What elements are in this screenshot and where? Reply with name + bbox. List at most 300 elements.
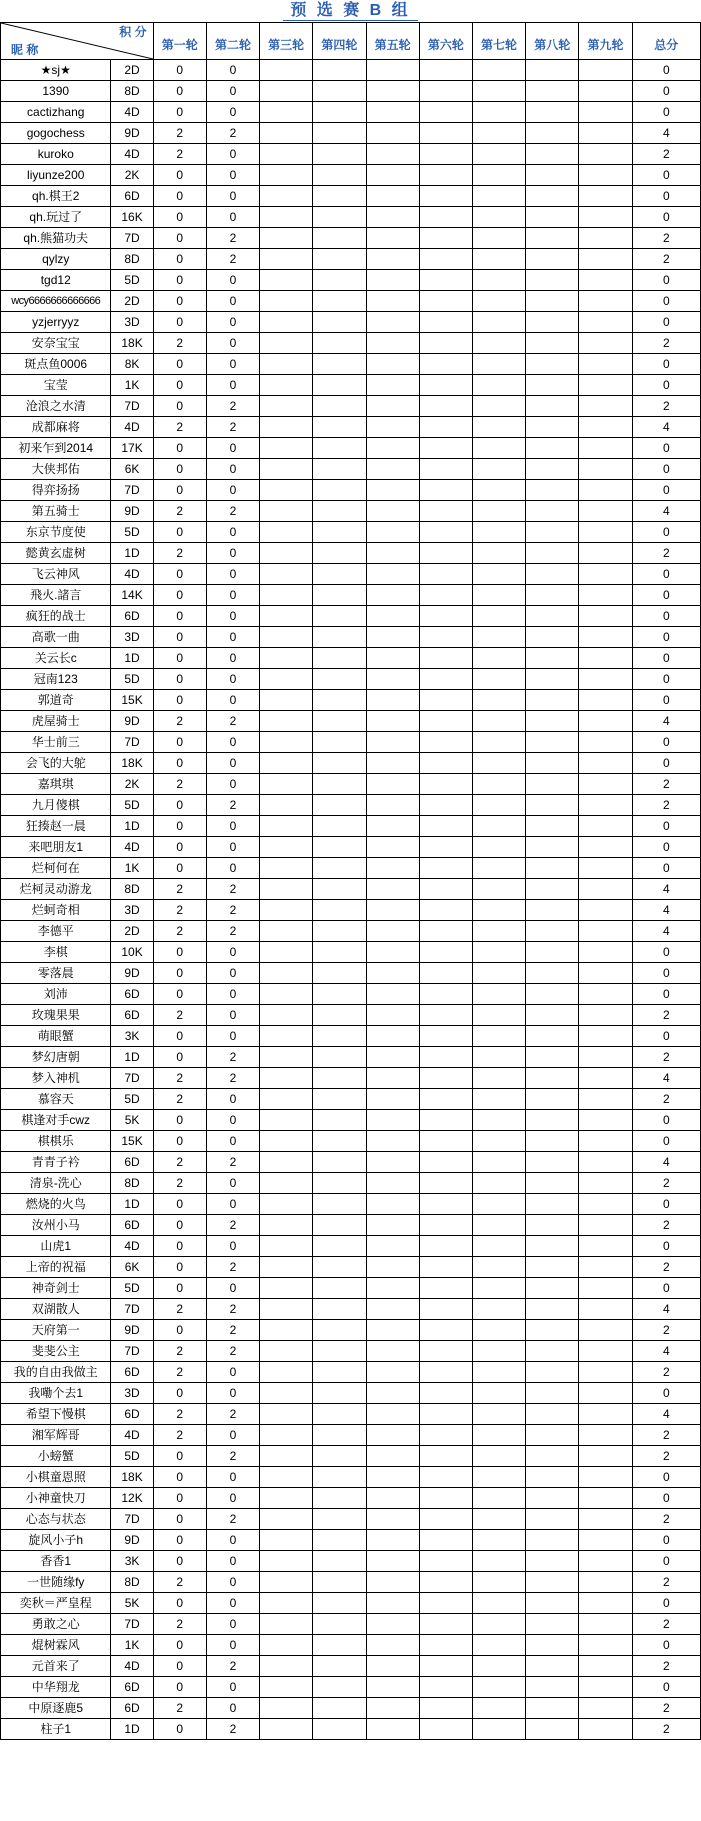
round-4-cell [313, 1068, 366, 1089]
page-title: 预 选 赛 B 组 [283, 1, 418, 21]
round-7-cell [472, 1194, 525, 1215]
round-5-cell [366, 1257, 419, 1278]
round-5-cell [366, 1383, 419, 1404]
round-3-cell [260, 774, 313, 795]
round-3-cell [260, 1593, 313, 1614]
round-9-cell [579, 816, 632, 837]
round-3-cell [260, 270, 313, 291]
total-cell: 0 [632, 837, 700, 858]
total-cell: 4 [632, 501, 700, 522]
rank-cell: 5D [111, 522, 153, 543]
round-4-cell [313, 711, 366, 732]
round-1-cell: 0 [153, 207, 206, 228]
rank-cell: 3D [111, 627, 153, 648]
round-2-cell: 0 [206, 1551, 259, 1572]
nick-cell: 关云长c [1, 648, 111, 669]
round-3-cell [260, 102, 313, 123]
round-9-cell [579, 1110, 632, 1131]
round-3-cell [260, 501, 313, 522]
round-1-cell: 0 [153, 1656, 206, 1677]
round-4-cell [313, 207, 366, 228]
round-4-cell [313, 333, 366, 354]
round-7-cell [472, 564, 525, 585]
round-4-cell [313, 291, 366, 312]
rank-cell: 5D [111, 1089, 153, 1110]
round-6-cell [419, 1362, 472, 1383]
round-2-cell: 0 [206, 753, 259, 774]
nick-cell: wcy6666666666666 [1, 291, 111, 312]
round-1-cell: 0 [153, 60, 206, 81]
round-1-cell: 0 [153, 858, 206, 879]
round-4-cell [313, 1236, 366, 1257]
round-8-cell [526, 291, 579, 312]
round-8-cell [526, 1110, 579, 1131]
round-8-cell [526, 1320, 579, 1341]
round-9-cell [579, 774, 632, 795]
round-5-cell [366, 1425, 419, 1446]
round-2-cell: 0 [206, 1362, 259, 1383]
table-row [1, 795, 701, 816]
round-3-cell [260, 1341, 313, 1362]
round-6-cell [419, 963, 472, 984]
round-8-cell [526, 354, 579, 375]
round-7-cell [472, 1047, 525, 1068]
round-9-cell [579, 669, 632, 690]
round-5-cell [366, 1530, 419, 1551]
round-7-cell [472, 1152, 525, 1173]
table-row [1, 1614, 701, 1635]
round-3-cell [260, 837, 313, 858]
round-1-cell: 0 [153, 522, 206, 543]
total-cell: 0 [632, 1194, 700, 1215]
round-6-cell [419, 81, 472, 102]
round-5-cell [366, 1698, 419, 1719]
table-row [1, 165, 701, 186]
total-cell: 0 [632, 669, 700, 690]
round-6-header: 第六轮 [419, 23, 472, 60]
round-5-cell [366, 753, 419, 774]
rank-cell: 9D [111, 1530, 153, 1551]
round-1-cell: 0 [153, 606, 206, 627]
round-4-cell [313, 837, 366, 858]
round-8-cell [526, 606, 579, 627]
round-7-cell [472, 1488, 525, 1509]
round-5-cell [366, 480, 419, 501]
rank-cell: 5D [111, 795, 153, 816]
round-4-cell [313, 585, 366, 606]
round-8-cell [526, 1383, 579, 1404]
rank-cell: 4D [111, 1425, 153, 1446]
round-5-cell [366, 102, 419, 123]
total-cell: 0 [632, 942, 700, 963]
rank-cell: 2K [111, 165, 153, 186]
round-9-cell [579, 1572, 632, 1593]
rank-cell: 6D [111, 984, 153, 1005]
round-3-cell [260, 1509, 313, 1530]
round-1-cell: 0 [153, 1446, 206, 1467]
round-6-cell [419, 1089, 472, 1110]
total-cell: 2 [632, 1698, 700, 1719]
round-9-cell [579, 501, 632, 522]
round-6-cell [419, 1488, 472, 1509]
round-4-cell [313, 1278, 366, 1299]
round-6-cell [419, 1257, 472, 1278]
round-8-cell [526, 837, 579, 858]
round-7-cell [472, 942, 525, 963]
rank-cell: 2D [111, 60, 153, 81]
nick-cell: 上帝的祝福 [1, 1257, 111, 1278]
round-1-cell: 2 [153, 501, 206, 522]
round-3-cell [260, 249, 313, 270]
round-1-cell: 2 [153, 1698, 206, 1719]
round-1-cell: 0 [153, 1215, 206, 1236]
total-cell: 2 [632, 1614, 700, 1635]
round-3-cell [260, 522, 313, 543]
round-6-cell [419, 1320, 472, 1341]
round-2-cell: 2 [206, 879, 259, 900]
round-2-cell: 2 [206, 1404, 259, 1425]
round-4-cell [313, 690, 366, 711]
round-5-cell [366, 585, 419, 606]
table-row [1, 963, 701, 984]
nick-cell: 青青子衿 [1, 1152, 111, 1173]
nick-cell: 懿黄玄虚树 [1, 543, 111, 564]
total-cell: 2 [632, 1005, 700, 1026]
rank-cell: 14K [111, 585, 153, 606]
round-6-cell [419, 354, 472, 375]
round-3-cell [260, 459, 313, 480]
round-1-cell: 0 [153, 1677, 206, 1698]
round-9-cell [579, 921, 632, 942]
nick-cell: 山虎1 [1, 1236, 111, 1257]
round-9-cell [579, 375, 632, 396]
round-5-cell [366, 1005, 419, 1026]
rank-cell: 1K [111, 858, 153, 879]
nick-cell: tgd12 [1, 270, 111, 291]
round-5-cell [366, 291, 419, 312]
round-4-cell [313, 1152, 366, 1173]
round-5-cell [366, 837, 419, 858]
round-8-cell [526, 543, 579, 564]
round-2-cell: 0 [206, 1530, 259, 1551]
round-9-cell [579, 1215, 632, 1236]
round-5-cell [366, 1509, 419, 1530]
round-2-cell: 2 [206, 1656, 259, 1677]
round-8-cell [526, 333, 579, 354]
rank-cell: 3D [111, 312, 153, 333]
round-5-cell [366, 1572, 419, 1593]
nick-cell: 大侠邦佑 [1, 459, 111, 480]
round-7-cell [472, 774, 525, 795]
round-8-cell [526, 417, 579, 438]
round-3-cell [260, 1299, 313, 1320]
round-3-cell [260, 1698, 313, 1719]
nick-cell: liyunze200 [1, 165, 111, 186]
round-1-cell: 2 [153, 1614, 206, 1635]
round-5-cell [366, 1656, 419, 1677]
round-9-cell [579, 711, 632, 732]
rank-cell: 1D [111, 543, 153, 564]
round-4-cell [313, 879, 366, 900]
nick-cell: 来吧朋友1 [1, 837, 111, 858]
round-4-cell [313, 1488, 366, 1509]
round-1-cell: 0 [153, 1467, 206, 1488]
rank-cell: 8D [111, 249, 153, 270]
round-6-cell [419, 774, 472, 795]
rank-cell: 1D [111, 816, 153, 837]
round-7-cell [472, 1299, 525, 1320]
round-6-cell [419, 60, 472, 81]
round-8-cell [526, 1614, 579, 1635]
round-9-cell [579, 1488, 632, 1509]
table-header [1, 23, 701, 60]
total-cell: 2 [632, 774, 700, 795]
round-1-cell: 0 [153, 480, 206, 501]
round-9-cell [579, 165, 632, 186]
round-4-cell [313, 186, 366, 207]
round-8-cell [526, 102, 579, 123]
round-5-cell [366, 1446, 419, 1467]
round-7-cell [472, 1530, 525, 1551]
round-3-cell [260, 1362, 313, 1383]
round-7-cell [472, 1341, 525, 1362]
round-8-cell [526, 1278, 579, 1299]
round-3-cell [260, 1152, 313, 1173]
table-row [1, 1362, 701, 1383]
nick-cell: 零落晨 [1, 963, 111, 984]
round-5-cell [366, 417, 419, 438]
total-cell: 0 [632, 690, 700, 711]
round-5-cell [366, 732, 419, 753]
round-5-cell [366, 984, 419, 1005]
round-4-cell [313, 1593, 366, 1614]
table-row [1, 1404, 701, 1425]
round-7-cell [472, 207, 525, 228]
round-8-cell [526, 522, 579, 543]
table-row [1, 1593, 701, 1614]
round-9-cell [579, 270, 632, 291]
round-2-cell: 0 [206, 480, 259, 501]
table-row [1, 1572, 701, 1593]
rank-cell: 4D [111, 102, 153, 123]
rank-cell: 7D [111, 1614, 153, 1635]
total-cell: 2 [632, 1446, 700, 1467]
table-row [1, 1068, 701, 1089]
round-6-cell [419, 333, 472, 354]
round-7-cell [472, 1236, 525, 1257]
round-1-cell: 2 [153, 123, 206, 144]
round-5-cell [366, 60, 419, 81]
round-7-cell [472, 690, 525, 711]
table-row [1, 438, 701, 459]
table-row [1, 1719, 701, 1740]
round-5-cell [366, 1173, 419, 1194]
round-8-cell [526, 207, 579, 228]
nick-cell: 郭道奇 [1, 690, 111, 711]
round-2-cell: 2 [206, 1257, 259, 1278]
round-9-cell [579, 1404, 632, 1425]
round-6-cell [419, 459, 472, 480]
round-6-cell [419, 1677, 472, 1698]
round-1-cell: 0 [153, 1320, 206, 1341]
round-2-cell: 0 [206, 1488, 259, 1509]
round-7-cell [472, 438, 525, 459]
round-9-cell [579, 291, 632, 312]
round-5-cell [366, 900, 419, 921]
round-5-cell [366, 1236, 419, 1257]
rank-cell: 4D [111, 1656, 153, 1677]
round-2-cell: 0 [206, 375, 259, 396]
round-1-cell: 0 [153, 165, 206, 186]
round-4-cell [313, 774, 366, 795]
round-1-cell: 0 [153, 1530, 206, 1551]
round-8-cell [526, 1635, 579, 1656]
table-row [1, 711, 701, 732]
round-6-cell [419, 438, 472, 459]
round-8-cell [526, 186, 579, 207]
round-2-cell: 0 [206, 207, 259, 228]
total-cell: 2 [632, 249, 700, 270]
round-3-cell [260, 165, 313, 186]
table-row [1, 543, 701, 564]
round-1-cell: 2 [153, 1089, 206, 1110]
round-3-cell [260, 186, 313, 207]
round-8-cell [526, 249, 579, 270]
rank-cell: 10K [111, 942, 153, 963]
round-3-cell [260, 732, 313, 753]
round-4-cell [313, 1110, 366, 1131]
round-2-cell: 0 [206, 1677, 259, 1698]
round-1-cell: 0 [153, 291, 206, 312]
round-4-cell [313, 1362, 366, 1383]
total-cell: 0 [632, 1467, 700, 1488]
round-3-cell [260, 543, 313, 564]
rank-cell: 2D [111, 291, 153, 312]
round-1-cell: 0 [153, 627, 206, 648]
round-3-cell [260, 312, 313, 333]
total-cell: 0 [632, 1530, 700, 1551]
total-cell: 2 [632, 1047, 700, 1068]
nick-cell: ★sj★ [1, 60, 111, 81]
round-5-cell [366, 1131, 419, 1152]
round-5-cell [366, 1026, 419, 1047]
round-3-cell [260, 585, 313, 606]
round-1-cell: 0 [153, 1026, 206, 1047]
round-7-cell [472, 585, 525, 606]
round-5-cell [366, 879, 419, 900]
round-5-cell [366, 795, 419, 816]
round-7-cell [472, 102, 525, 123]
round-8-cell [526, 1509, 579, 1530]
round-8-cell [526, 984, 579, 1005]
round-3-cell [260, 690, 313, 711]
rank-cell: 1D [111, 1719, 153, 1740]
round-2-cell: 2 [206, 1341, 259, 1362]
round-1-cell: 0 [153, 1383, 206, 1404]
round-7-cell [472, 291, 525, 312]
round-8-cell [526, 270, 579, 291]
round-8-cell [526, 165, 579, 186]
round-4-cell [313, 354, 366, 375]
nick-cell: 成都麻将 [1, 417, 111, 438]
nick-cell: 小螃蟹 [1, 1446, 111, 1467]
nick-cell: 我嘞个去1 [1, 1383, 111, 1404]
round-1-cell: 0 [153, 354, 206, 375]
rank-cell: 6D [111, 1404, 153, 1425]
total-cell: 0 [632, 522, 700, 543]
total-cell: 0 [632, 1551, 700, 1572]
round-9-cell [579, 1467, 632, 1488]
round-1-cell: 2 [153, 1173, 206, 1194]
table-row [1, 1656, 701, 1677]
round-6-cell [419, 1635, 472, 1656]
rank-cell: 4D [111, 417, 153, 438]
round-4-cell [313, 1446, 366, 1467]
nick-cell: 中华翔龙 [1, 1677, 111, 1698]
round-9-cell [579, 1068, 632, 1089]
rank-cell: 3K [111, 1551, 153, 1572]
round-1-cell: 0 [153, 1509, 206, 1530]
rank-cell: 7D [111, 1509, 153, 1530]
round-3-cell [260, 648, 313, 669]
round-5-cell [366, 249, 419, 270]
round-6-cell [419, 417, 472, 438]
round-9-header: 第九轮 [579, 23, 632, 60]
round-9-cell [579, 249, 632, 270]
round-4-cell [313, 438, 366, 459]
table-row [1, 270, 701, 291]
round-7-cell [472, 459, 525, 480]
round-4-cell [313, 1656, 366, 1677]
round-9-cell [579, 81, 632, 102]
round-6-cell [419, 837, 472, 858]
round-1-cell: 0 [153, 375, 206, 396]
nick-cell: 刘沛 [1, 984, 111, 1005]
round-6-cell [419, 1530, 472, 1551]
round-6-cell [419, 606, 472, 627]
round-4-cell [313, 1425, 366, 1446]
table-row [1, 396, 701, 417]
round-4-cell [313, 669, 366, 690]
round-1-cell: 2 [153, 711, 206, 732]
round-6-cell [419, 585, 472, 606]
round-5-cell [366, 858, 419, 879]
rank-cell: 8D [111, 81, 153, 102]
round-7-cell [472, 1698, 525, 1719]
nick-cell: 棋棋乐 [1, 1131, 111, 1152]
table-row [1, 564, 701, 585]
round-2-cell: 0 [206, 942, 259, 963]
nick-cell: 萌眼蟹 [1, 1026, 111, 1047]
round-6-cell [419, 1341, 472, 1362]
round-8-cell [526, 711, 579, 732]
total-cell: 4 [632, 1341, 700, 1362]
total-cell: 0 [632, 102, 700, 123]
table-row [1, 879, 701, 900]
total-cell: 0 [632, 1026, 700, 1047]
round-3-cell [260, 81, 313, 102]
round-4-cell [313, 564, 366, 585]
nick-cell: 我的自由我做主 [1, 1362, 111, 1383]
nick-cell: 小神童快刀 [1, 1488, 111, 1509]
round-3-cell [260, 1719, 313, 1740]
round-9-cell [579, 417, 632, 438]
round-3-cell [260, 1320, 313, 1341]
round-3-cell [260, 207, 313, 228]
table-row [1, 186, 701, 207]
round-5-cell [366, 1719, 419, 1740]
nick-cell: 元首来了 [1, 1656, 111, 1677]
